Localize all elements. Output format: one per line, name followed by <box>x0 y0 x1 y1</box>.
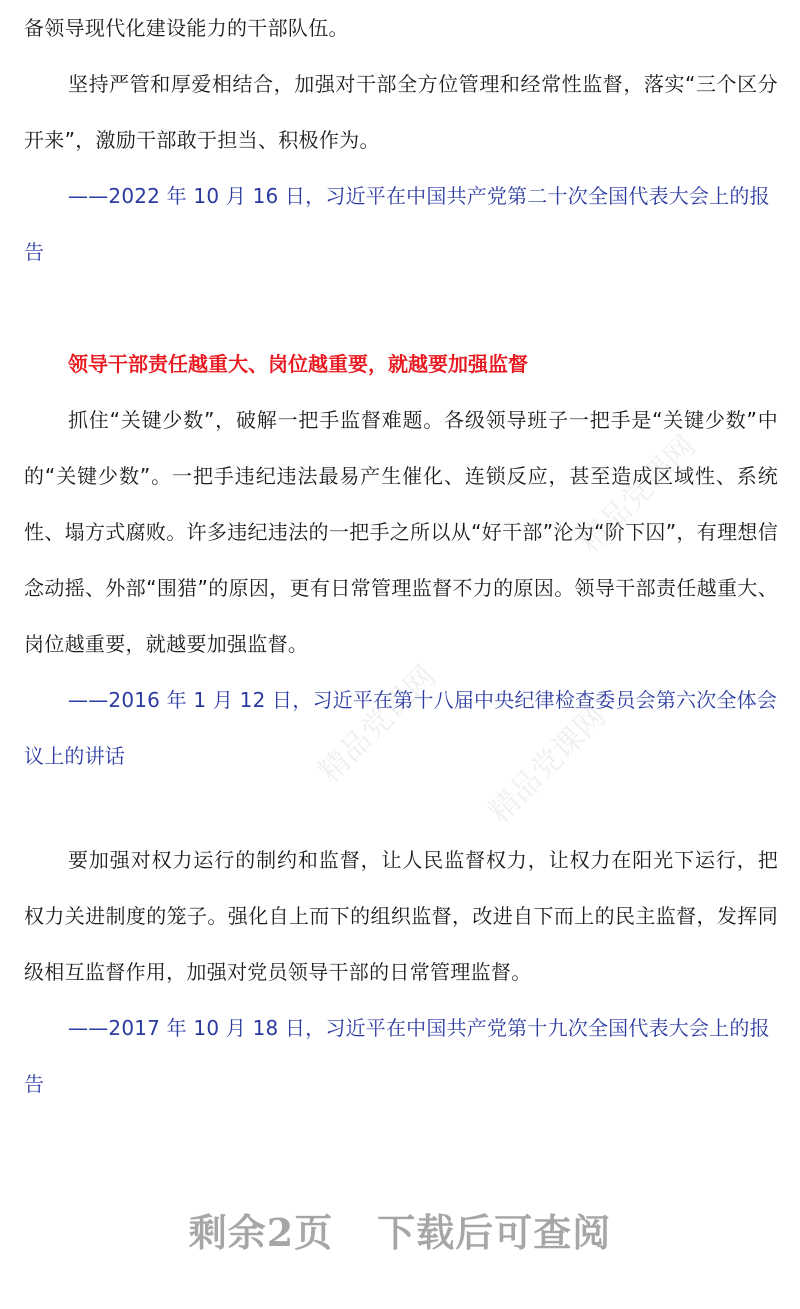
watermark-2: 精品党课网 <box>312 659 443 790</box>
watermark-1: 精品党课网 <box>572 429 703 560</box>
source-citation-2022: ——2022 年 10 月 16 日，习近平在中国共产党第二十次全国代表大会上的报告 <box>24 184 770 264</box>
document-body <box>24 0 778 1112</box>
paragraph-tail: 备领导现代化建设能力的干部队伍。 <box>24 16 349 40</box>
section-heading: 领导干部责任越重大、岗位越重要，就越要加强监督 <box>68 352 528 376</box>
paragraph-strict-management: 坚持严管和厚爱相结合，加强对干部全方位管理和经常性监督，落实“三个区分开来”，激励干部敢于担当、积极作为。 <box>24 72 778 152</box>
paragraph-key-minority: 抓住“关键少数”，破解一把手监督难题。各级领导班子一把手是“关键少数”中的“关键少数”。一把手违纪违法最易产生催化、连锁反应，甚至造成区域性、系统性、塌方式腐败。许多违纪违法的一把手之所以从“好干部”沦为“阶下囚”，有理想信念动摇、外部“围猎”的原因，更有日常管理监督不力的原因。领导干部责任越重大、岗位越重要，就越要加强监督。 <box>24 408 778 656</box>
download-to-view-label: 下载后可查阅 <box>377 1210 612 1255</box>
spacer <box>24 280 778 336</box>
remaining-pages-label: 剩余2页 <box>188 1210 334 1255</box>
download-prompt[interactable] <box>0 1202 800 1257</box>
watermark-3: 精品党课网 <box>482 699 613 830</box>
source-citation-2017: ——2017 年 10 月 18 日，习近平在中国共产党第十九次全国代表大会上的报告 <box>24 1016 770 1096</box>
paragraph-power-supervision: 要加强对权力运行的制约和监督，让人民监督权力，让权力在阳光下运行，把权力关进制度的笼子。强化自上而下的组织监督，改进自下而上的民主监督，发挥同级相互监督作用，加强对党员领导干部的日常管理监督。 <box>24 848 778 984</box>
spacer <box>24 784 778 832</box>
source-citation-2016: ——2016 年 1 月 12 日，习近平在第十八届中央纪律检查委员会第六次全体会议上的讲话 <box>24 688 778 768</box>
